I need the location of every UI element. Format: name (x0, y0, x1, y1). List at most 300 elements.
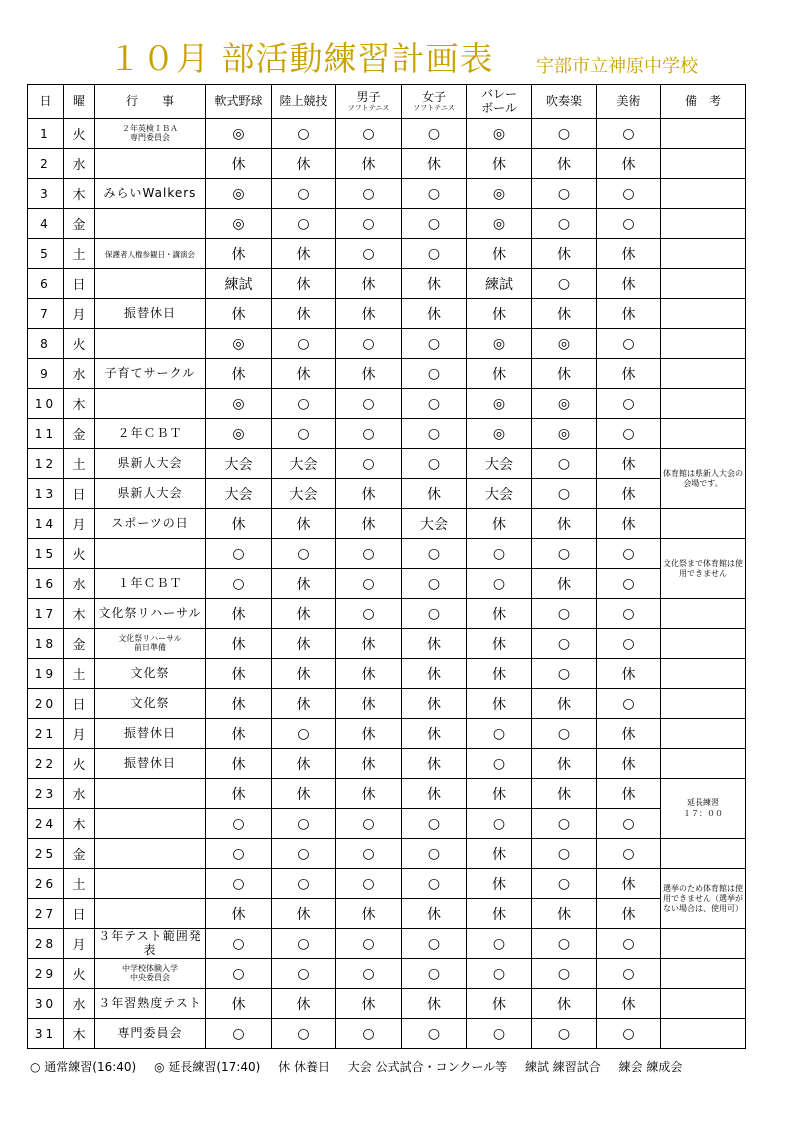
status-girls-tennis: 休 (402, 299, 467, 329)
note-text: 選挙のため体育館は使用できません（選挙がない場合は、使用可） (663, 883, 743, 913)
day-cell: 1 (28, 119, 64, 149)
status-volleyball: ◎ (467, 329, 532, 359)
status-baseball: ○ (206, 569, 272, 599)
status-girls-tennis: ○ (402, 599, 467, 629)
event-text: ２年ＣＢＴ (117, 425, 183, 440)
status-girls-tennis: ○ (402, 959, 467, 989)
notes-cell (661, 839, 746, 869)
status-boys-tennis: ○ (336, 449, 402, 479)
status-volleyball: ○ (467, 569, 532, 599)
status-art: ○ (597, 929, 661, 959)
table-row (28, 929, 746, 959)
status-boys-tennis: 休 (336, 689, 402, 719)
table-row (28, 869, 746, 899)
weekday-cell: 火 (64, 119, 95, 149)
table-row (28, 509, 746, 539)
notes-cell (661, 179, 746, 209)
status-volleyball: 休 (467, 689, 532, 719)
header-row (28, 85, 746, 119)
table-row (28, 389, 746, 419)
legend-practice-match: 練試 練習試合 (524, 1060, 601, 1074)
col-volleyball (467, 85, 532, 119)
status-track: ○ (272, 329, 336, 359)
status-girls-tennis: ○ (402, 389, 467, 419)
status-boys-tennis: 休 (336, 719, 402, 749)
status-track: 休 (272, 569, 336, 599)
school-name: 宇部市立神原中学校 (536, 56, 698, 77)
event-cell (95, 629, 206, 659)
notes-cell (661, 269, 746, 299)
status-band: 休 (532, 689, 597, 719)
status-boys-tennis: ○ (336, 419, 402, 449)
day-cell: 12 (28, 449, 64, 479)
status-art: 休 (597, 869, 661, 899)
event-cell (95, 329, 206, 359)
day-cell: 18 (28, 629, 64, 659)
status-baseball: 休 (206, 149, 272, 179)
day-cell: 31 (28, 1019, 64, 1049)
col-girls-tennis (402, 85, 467, 119)
table-row (28, 449, 746, 479)
table-row (28, 359, 746, 389)
status-art: ○ (597, 809, 661, 839)
status-track: 休 (272, 779, 336, 809)
event-text: 県新人大会 (117, 455, 183, 470)
weekday-cell: 日 (64, 899, 95, 929)
status-band: 休 (532, 749, 597, 779)
status-baseball: 休 (206, 299, 272, 329)
weekday-cell: 木 (64, 599, 95, 629)
notes-cell (661, 1019, 746, 1049)
event-cell (95, 149, 206, 179)
status-track: ○ (272, 179, 336, 209)
event-cell (95, 509, 206, 539)
status-band: ○ (532, 539, 597, 569)
status-band: ○ (532, 869, 597, 899)
event-text: スポーツの日 (111, 515, 189, 530)
event-line2: 専門委員会 (130, 132, 170, 142)
note-text-line2: １７：００ (683, 809, 723, 818)
notes-cell (661, 929, 746, 959)
status-baseball: ○ (206, 929, 272, 959)
status-art: ○ (597, 689, 661, 719)
weekday-cell: 木 (64, 809, 95, 839)
status-art: 休 (597, 779, 661, 809)
table-row (28, 1019, 746, 1049)
status-track: ○ (272, 719, 336, 749)
day-cell: 30 (28, 989, 64, 1019)
col-day: 日 (28, 85, 64, 119)
status-boys-tennis: 休 (336, 479, 402, 509)
status-track: 大会 (272, 479, 336, 509)
col-event: 行 事 (95, 85, 206, 119)
status-band: ○ (532, 269, 597, 299)
notes-cell (661, 539, 746, 599)
status-baseball: ◎ (206, 329, 272, 359)
status-volleyball: ○ (467, 539, 532, 569)
status-volleyball: ○ (467, 929, 532, 959)
weekday-cell: 土 (64, 449, 95, 479)
day-cell: 21 (28, 719, 64, 749)
status-girls-tennis: 休 (402, 989, 467, 1019)
event-cell (95, 239, 206, 269)
table-row (28, 599, 746, 629)
status-girls-tennis: ○ (402, 869, 467, 899)
notes-cell (661, 629, 746, 659)
status-boys-tennis: 休 (336, 359, 402, 389)
status-girls-tennis: 休 (402, 269, 467, 299)
status-art: 休 (597, 509, 661, 539)
status-girls-tennis: ○ (402, 239, 467, 269)
status-band: ○ (532, 119, 597, 149)
status-girls-tennis: ○ (402, 1019, 467, 1049)
status-volleyball: 休 (467, 149, 532, 179)
status-baseball: 休 (206, 659, 272, 689)
event-cell (95, 749, 206, 779)
status-baseball: 休 (206, 779, 272, 809)
event-cell (95, 359, 206, 389)
col-volleyball-line1: バレー (480, 86, 517, 101)
status-baseball: ○ (206, 959, 272, 989)
legend-normal: ○ 通常練習(16:40) (30, 1060, 137, 1074)
day-cell: 2 (28, 149, 64, 179)
day-cell: 24 (28, 809, 64, 839)
status-track: 休 (272, 749, 336, 779)
status-band: 休 (532, 299, 597, 329)
table-row (28, 479, 746, 509)
status-boys-tennis: ○ (336, 839, 402, 869)
status-girls-tennis: ○ (402, 359, 467, 389)
status-art: 休 (597, 659, 661, 689)
event-text: 文化祭 (130, 665, 170, 680)
event-text: 県新人大会 (117, 485, 183, 500)
day-cell: 7 (28, 299, 64, 329)
status-girls-tennis: ○ (402, 119, 467, 149)
weekday-cell: 日 (64, 479, 95, 509)
status-art: 休 (597, 449, 661, 479)
status-art: ○ (597, 839, 661, 869)
legend-extended: ◎ 延長練習(17:40) (154, 1060, 261, 1074)
event-text: 振替休日 (123, 305, 176, 320)
weekday-cell: 月 (64, 929, 95, 959)
table-row (28, 209, 746, 239)
weekday-cell: 木 (64, 179, 95, 209)
status-girls-tennis: 休 (402, 629, 467, 659)
status-art: 休 (597, 749, 661, 779)
status-track: ○ (272, 389, 336, 419)
event-cell (95, 1019, 206, 1049)
status-track: ○ (272, 419, 336, 449)
day-cell: 4 (28, 209, 64, 239)
status-band: ○ (532, 479, 597, 509)
event-cell (95, 689, 206, 719)
event-text: 保護者人権参観日・講演会 (105, 249, 195, 259)
status-volleyball: ◎ (467, 419, 532, 449)
status-volleyball: 休 (467, 629, 532, 659)
status-band: 休 (532, 239, 597, 269)
event-cell (95, 449, 206, 479)
status-boys-tennis: ○ (336, 539, 402, 569)
status-baseball: 休 (206, 689, 272, 719)
status-band: ○ (532, 209, 597, 239)
status-girls-tennis: ○ (402, 569, 467, 599)
status-track: 休 (272, 899, 336, 929)
col-baseball: 軟式野球 (206, 85, 272, 119)
day-cell: 19 (28, 659, 64, 689)
status-art: ○ (597, 569, 661, 599)
event-line2: 前日準備 (134, 642, 166, 652)
status-band: 休 (532, 779, 597, 809)
status-girls-tennis: ○ (402, 539, 467, 569)
status-volleyball: 練試 (467, 269, 532, 299)
status-boys-tennis: ○ (336, 209, 402, 239)
status-band: ○ (532, 929, 597, 959)
status-girls-tennis: 休 (402, 149, 467, 179)
table-row (28, 539, 746, 569)
table-row (28, 329, 746, 359)
status-band: ○ (532, 599, 597, 629)
status-art: ○ (597, 599, 661, 629)
weekday-cell: 土 (64, 659, 95, 689)
status-track: 休 (272, 269, 336, 299)
note-text: 延長練習 (687, 798, 719, 807)
status-art: 休 (597, 719, 661, 749)
event-cell (95, 119, 206, 149)
status-boys-tennis: ○ (336, 119, 402, 149)
table-row (28, 299, 746, 329)
status-baseball: 休 (206, 509, 272, 539)
weekday-cell: 水 (64, 779, 95, 809)
event-line1: 中学校体験入学 (122, 963, 178, 973)
status-art: ○ (597, 209, 661, 239)
status-boys-tennis: ○ (336, 959, 402, 989)
notes-cell (661, 779, 746, 839)
event-line2: 中央委員会 (130, 972, 170, 982)
event-cell (95, 809, 206, 839)
status-track: 休 (272, 149, 336, 179)
status-boys-tennis: 休 (336, 659, 402, 689)
status-girls-tennis: 大会 (402, 509, 467, 539)
status-band: ◎ (532, 419, 597, 449)
status-girls-tennis: 休 (402, 719, 467, 749)
notes-cell (661, 449, 746, 509)
status-volleyball: 休 (467, 599, 532, 629)
legend-rehearsal: 練会 練成会 (618, 1060, 683, 1074)
table-row (28, 659, 746, 689)
legend (30, 1058, 696, 1075)
status-art: 休 (597, 299, 661, 329)
weekday-cell: 水 (64, 359, 95, 389)
status-boys-tennis: ○ (336, 239, 402, 269)
weekday-cell: 月 (64, 509, 95, 539)
status-baseball: 休 (206, 239, 272, 269)
status-track: 休 (272, 659, 336, 689)
day-cell: 13 (28, 479, 64, 509)
event-cell (95, 209, 206, 239)
table-row (28, 569, 746, 599)
event-cell (95, 539, 206, 569)
status-track: 休 (272, 239, 336, 269)
legend-rest: 休 休養日 (278, 1060, 330, 1074)
weekday-cell: 金 (64, 209, 95, 239)
event-text: 振替休日 (123, 755, 176, 770)
weekday-cell: 月 (64, 299, 95, 329)
event-cell (95, 899, 206, 929)
event-cell (95, 479, 206, 509)
notes-cell (661, 749, 746, 779)
day-cell: 25 (28, 839, 64, 869)
day-cell: 10 (28, 389, 64, 419)
status-track: 休 (272, 299, 336, 329)
status-volleyball: ◎ (467, 179, 532, 209)
weekday-cell: 日 (64, 689, 95, 719)
status-girls-tennis: 休 (402, 689, 467, 719)
status-band: 休 (532, 359, 597, 389)
event-text: みらいWalkers (103, 185, 197, 200)
weekday-cell: 土 (64, 239, 95, 269)
status-volleyball: 休 (467, 659, 532, 689)
status-band: ◎ (532, 389, 597, 419)
status-girls-tennis: ○ (402, 809, 467, 839)
weekday-cell: 金 (64, 629, 95, 659)
status-band: ◎ (532, 329, 597, 359)
status-volleyball: ○ (467, 719, 532, 749)
status-boys-tennis: ○ (336, 599, 402, 629)
weekday-cell: 金 (64, 839, 95, 869)
notes-cell (661, 599, 746, 629)
status-track: ○ (272, 869, 336, 899)
status-track: ○ (272, 959, 336, 989)
event-text: ３年テスト範囲発表 (98, 929, 202, 957)
weekday-cell: 火 (64, 539, 95, 569)
status-band: 休 (532, 899, 597, 929)
status-girls-tennis: ○ (402, 929, 467, 959)
status-baseball: 休 (206, 749, 272, 779)
col-girls-tennis-line2: ソフトテニス (413, 104, 455, 113)
status-band: 休 (532, 509, 597, 539)
day-cell: 8 (28, 329, 64, 359)
status-band: ○ (532, 959, 597, 989)
notes-cell (661, 959, 746, 989)
event-cell (95, 389, 206, 419)
day-cell: 26 (28, 869, 64, 899)
status-girls-tennis: ○ (402, 839, 467, 869)
status-volleyball: ○ (467, 809, 532, 839)
status-boys-tennis: 休 (336, 629, 402, 659)
status-art: 休 (597, 269, 661, 299)
status-art: 休 (597, 149, 661, 179)
status-volleyball: 休 (467, 239, 532, 269)
notes-cell (661, 419, 746, 449)
status-art: 休 (597, 989, 661, 1019)
status-baseball: 休 (206, 719, 272, 749)
notes-cell (661, 659, 746, 689)
status-baseball: ○ (206, 869, 272, 899)
status-volleyball: ○ (467, 959, 532, 989)
event-text: 専門委員会 (117, 1025, 183, 1040)
col-boys-tennis-line2: ソフトテニス (347, 104, 390, 113)
status-track: 休 (272, 989, 336, 1019)
event-cell (95, 419, 206, 449)
status-volleyball: 休 (467, 869, 532, 899)
status-boys-tennis: 休 (336, 149, 402, 179)
weekday-cell: 土 (64, 869, 95, 899)
weekday-cell: 火 (64, 329, 95, 359)
table-row (28, 809, 746, 839)
notes-cell (661, 239, 746, 269)
status-baseball: 休 (206, 989, 272, 1019)
status-art: 休 (597, 899, 661, 929)
status-band: 休 (532, 149, 597, 179)
day-cell: 22 (28, 749, 64, 779)
table-row (28, 239, 746, 269)
status-track: 休 (272, 359, 336, 389)
status-volleyball: 休 (467, 899, 532, 929)
notes-cell (661, 119, 746, 149)
status-boys-tennis: 休 (336, 299, 402, 329)
weekday-cell: 水 (64, 989, 95, 1019)
status-baseball: 大会 (206, 479, 272, 509)
status-baseball: ◎ (206, 389, 272, 419)
col-track: 陸上競技 (272, 85, 336, 119)
status-boys-tennis: 休 (336, 989, 402, 1019)
status-boys-tennis: ○ (336, 1019, 402, 1049)
status-girls-tennis: ○ (402, 449, 467, 479)
status-volleyball: 休 (467, 509, 532, 539)
weekday-cell: 火 (64, 959, 95, 989)
status-boys-tennis: ○ (336, 569, 402, 599)
status-baseball: ○ (206, 839, 272, 869)
status-band: ○ (532, 1019, 597, 1049)
table-row (28, 689, 746, 719)
day-cell: 16 (28, 569, 64, 599)
status-baseball: ○ (206, 809, 272, 839)
status-track: ○ (272, 1019, 336, 1049)
event-cell (95, 179, 206, 209)
status-art: ○ (597, 629, 661, 659)
status-baseball: ◎ (206, 209, 272, 239)
status-boys-tennis: ○ (336, 389, 402, 419)
legend-tournament: 大会 公式試合・コンクール等 (347, 1060, 508, 1074)
status-band: ○ (532, 839, 597, 869)
weekday-cell: 火 (64, 749, 95, 779)
day-cell: 28 (28, 929, 64, 959)
event-cell (95, 869, 206, 899)
status-volleyball: ○ (467, 749, 532, 779)
day-cell: 11 (28, 419, 64, 449)
day-cell: 15 (28, 539, 64, 569)
table-row (28, 629, 746, 659)
status-baseball: 大会 (206, 449, 272, 479)
table-row (28, 719, 746, 749)
notes-cell (661, 689, 746, 719)
status-track: ○ (272, 839, 336, 869)
status-boys-tennis: ○ (336, 869, 402, 899)
event-cell (95, 299, 206, 329)
event-cell (95, 599, 206, 629)
day-cell: 3 (28, 179, 64, 209)
status-volleyball: ◎ (467, 209, 532, 239)
status-baseball: ○ (206, 1019, 272, 1049)
status-volleyball: 大会 (467, 479, 532, 509)
status-band: ○ (532, 449, 597, 479)
event-cell (95, 929, 206, 959)
status-band: 休 (532, 989, 597, 1019)
day-cell: 9 (28, 359, 64, 389)
event-line1: ２年英検ＩＢＡ (122, 123, 178, 133)
table-row (28, 989, 746, 1019)
event-cell (95, 719, 206, 749)
